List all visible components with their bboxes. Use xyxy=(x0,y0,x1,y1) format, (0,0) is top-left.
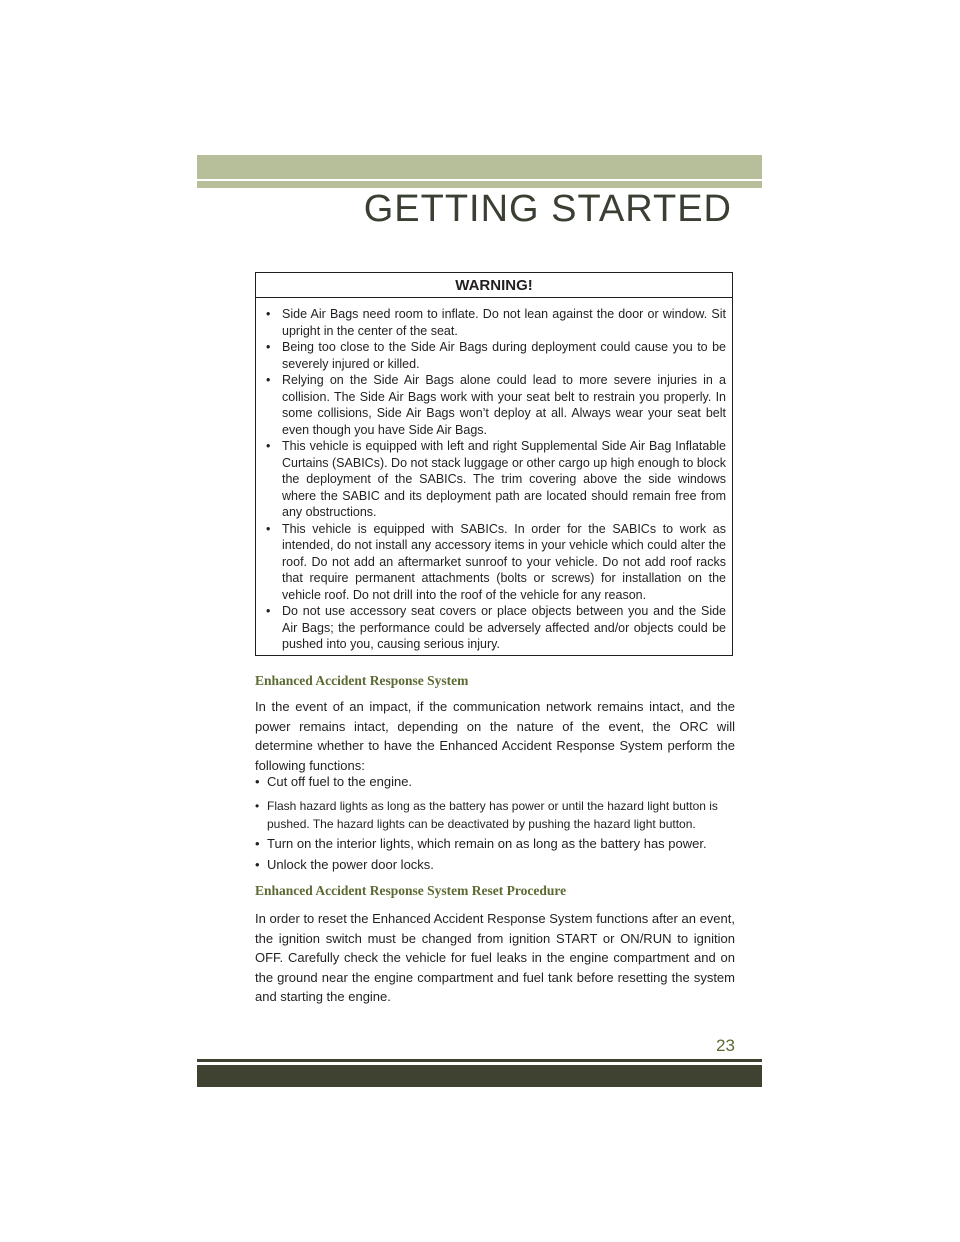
earsa-bullet xyxy=(255,772,735,791)
reset-text: In order to reset the Enhanced Accident Response System functions after an event, the ignition switch must be changed from ignition START or ON/RUN to ignition OFF. Carefully check the vehicle for fuel leaks in the engine compartment and on the ground near the engine compartment and fuel tank before resetting the system and starting the engine. xyxy=(255,911,735,1004)
bullet-text: Turn on the interior lights, which remain on as long as the battery has power. xyxy=(267,836,707,851)
warning-item: • Relying on the Side Air Bags alone could lead to more severe injuries in a collision. The Side Air Bags work with your seat belt to restrain you properly. In some collisions, Side Air Bags won’t deploy at all. Always wear your seat belt even though you have Side Air Bags. xyxy=(264,372,726,438)
bullet-dot: • xyxy=(255,836,260,851)
reset-heading: Enhanced Accident Response System Reset Procedure xyxy=(255,883,567,898)
bullet-text: Cut off fuel to the engine. xyxy=(267,774,413,789)
bullet-text: Unlock the power door locks. xyxy=(267,857,434,872)
bullet-dot: • xyxy=(255,799,260,813)
warning-box xyxy=(255,272,733,656)
earsa-bullet xyxy=(255,855,735,874)
earsa-intro: In the event of an impact, if the communication network remains intact, and the power remains intact, depending on the nature of the event, the ORC will determine whether to have the Enhanced Accident Response System perform the following functions: xyxy=(255,699,735,773)
header-rule xyxy=(197,181,762,188)
page-number: 23 xyxy=(716,1036,735,1055)
warning-item: • This vehicle is equipped with left and right Supplemental Side Air Bag Inflatable Curtains (SABICs). Do not stack luggage or other cargo up high enough to block the deployment of the SABICs. The trim covering above the side windows where the SABIC and its deployment path are located should remain free from any obstructions. xyxy=(264,438,726,521)
footer-band xyxy=(197,1065,762,1087)
earsa-bullet xyxy=(255,834,735,853)
warning-item: • This vehicle is equipped with SABICs. In order for the SABICs to work as intended, do not install any accessory items in your vehicle which could alter the roof. Do not add an aftermarket sunroof to your vehicle. Do not add roof racks that require permanent attachments (bolts or screws) for installation on the vehicle roof. Do not drill into the roof of the vehicle for any reason. xyxy=(264,521,726,604)
section-title: GETTING STARTED xyxy=(363,188,732,230)
bullet-dot: • xyxy=(255,857,260,872)
warning-item: • Being too close to the Side Air Bags during deployment could cause you to be severely injured or killed. xyxy=(264,339,726,372)
warning-item: • Do not use accessory seat covers or place objects between you and the Side Air Bags; the performance could be adversely affected and/or objects could be pushed into you, causing serious injury. xyxy=(264,603,726,653)
bullet-dot: • xyxy=(255,774,260,789)
earsa-heading: Enhanced Accident Response System xyxy=(255,673,469,688)
header-band xyxy=(197,155,762,179)
bullet-text: Flash hazard lights as long as the battery has power or until the hazard light button is pushed. The hazard lights can be deactivated by pushing the hazard light button. xyxy=(267,799,718,831)
earsa-bullet xyxy=(255,797,735,833)
warning-item: • Side Air Bags need room to inflate. Do not lean against the door or window. Sit upright in the center of the seat. xyxy=(264,306,726,339)
warning-title: WARNING! xyxy=(256,273,732,298)
footer-rule xyxy=(197,1059,762,1062)
warning-list xyxy=(256,298,732,653)
